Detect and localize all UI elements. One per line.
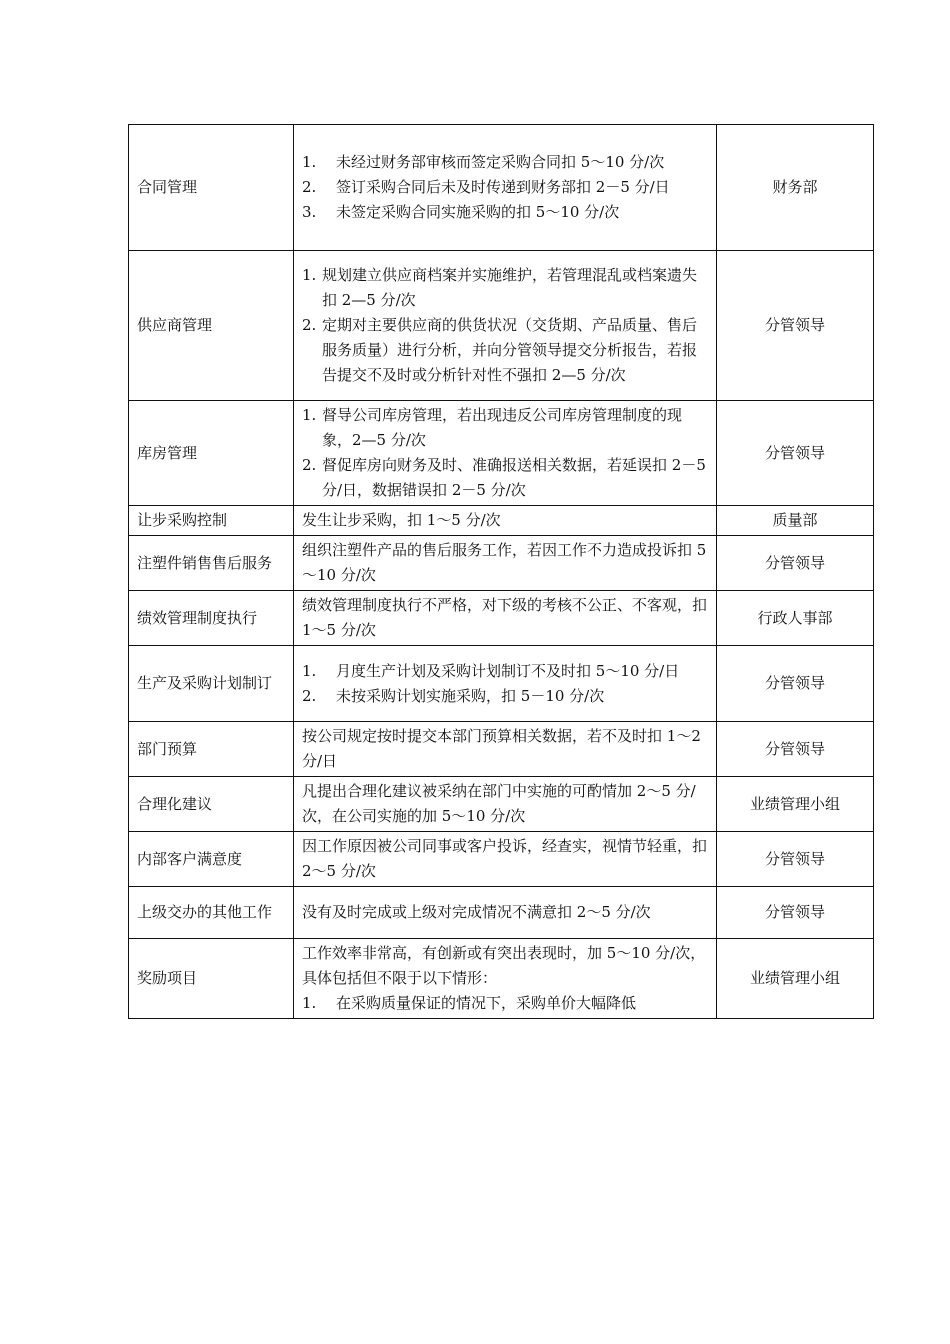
rule-text: 签订采购合同后未及时传递到财务部扣 2－5 分/日 [336, 178, 670, 196]
table-row [129, 125, 874, 251]
list-item [302, 453, 708, 503]
list-item [302, 200, 708, 225]
standard-cell [294, 401, 717, 506]
table-row [129, 401, 874, 506]
rule-number: 2. [302, 686, 317, 705]
list-item [302, 659, 708, 684]
table-row [129, 591, 874, 646]
table-row [129, 536, 874, 591]
item-cell: 绩效管理制度执行 [129, 591, 294, 646]
list-item [302, 150, 708, 175]
table-row [129, 251, 874, 401]
rule-text: 在采购质量保证的情况下，采购单价大幅降低 [336, 994, 637, 1012]
item-cell: 部门预算 [129, 722, 294, 777]
dept-cell: 分管领导 [717, 401, 874, 506]
table-row [129, 887, 874, 939]
list-item [302, 313, 708, 388]
list-item [302, 991, 708, 1016]
standard-cell: 凡提出合理化建议被采纳在部门中实施的可酌情加 2～5 分/次，在公司实施的加 5～10 分/次 [294, 777, 717, 832]
standard-cell [294, 646, 717, 722]
table-row [129, 939, 874, 1019]
item-cell: 奖励项目 [129, 939, 294, 1019]
rule-text: 未按采购计划实施采购，扣 5－10 分/次 [336, 686, 605, 705]
item-cell: 库房管理 [129, 401, 294, 506]
dept-cell: 业绩管理小组 [717, 939, 874, 1019]
table-row [129, 722, 874, 777]
dept-cell: 分管领导 [717, 832, 874, 887]
rule-text: 定期对主要供应商的供货状况（交货期、产品质量、售后服务质量）进行分析，并向分管领导提交分析报告，若报告提交不及时或分析针对性不强扣 2—5 分/次 [322, 316, 698, 384]
item-cell: 让步采购控制 [129, 506, 294, 536]
standard-cell [294, 939, 717, 1019]
rule-text: 督促库房向财务及时、准确报送相关数据，若延误扣 2－5 分/日，数据错误扣 2－5 分/次 [322, 456, 706, 499]
table-row [129, 506, 874, 536]
item-cell: 供应商管理 [129, 251, 294, 401]
rule-text: 未签定采购合同实施采购的扣 5～10 分/次 [336, 203, 620, 221]
rule-number: 3. [302, 203, 317, 221]
dept-cell: 质量部 [717, 506, 874, 536]
item-cell: 生产及采购计划制订 [129, 646, 294, 722]
dept-cell: 业绩管理小组 [717, 777, 874, 832]
dept-cell: 分管领导 [717, 251, 874, 401]
item-cell: 注塑件销售售后服务 [129, 536, 294, 591]
rule-text: 未经过财务部审核而签定采购合同扣 5～10 分/次 [336, 153, 665, 171]
standard-cell: 按公司规定按时提交本部门预算相关数据，若不及时扣 1～2 分/日 [294, 722, 717, 777]
standard-cell [294, 251, 717, 401]
rule-number: 2. [302, 178, 317, 196]
rule-text: 督导公司库房管理，若出现违反公司库房管理制度的现象，2—5 分/次 [322, 406, 683, 449]
rule-number: 1. [302, 661, 317, 680]
item-cell: 合同管理 [129, 125, 294, 251]
standard-cell: 因工作原因被公司同事或客户投诉，经查实，视情节轻重，扣 2～5 分/次 [294, 832, 717, 887]
rule-number: 1. [302, 994, 317, 1012]
list-item [302, 684, 708, 709]
list-item [302, 263, 708, 313]
rule-text: 规划建立供应商档案并实施维护，若管理混乱或档案遗失扣 2—5 分/次 [322, 266, 698, 309]
dept-cell: 分管领导 [717, 536, 874, 591]
dept-cell: 行政人事部 [717, 591, 874, 646]
standard-cell: 绩效管理制度执行不严格，对下级的考核不公正、不客观，扣 1～5 分/次 [294, 591, 717, 646]
standard-cell: 没有及时完成或上级对完成情况不满意扣 2～5 分/次 [294, 887, 717, 939]
standard-cell [294, 125, 717, 251]
standard-cell: 发生让步采购，扣 1～5 分/次 [294, 506, 717, 536]
table-row [129, 777, 874, 832]
table-row [129, 832, 874, 887]
rule-text: 月度生产计划及采购计划制订不及时扣 5～10 分/日 [336, 661, 680, 680]
rule-number: 2. [302, 456, 317, 474]
item-cell: 内部客户满意度 [129, 832, 294, 887]
dept-cell: 财务部 [717, 125, 874, 251]
standard-cell: 组织注塑件产品的售后服务工作，若因工作不力造成投诉扣 5～10 分/次 [294, 536, 717, 591]
dept-cell: 分管领导 [717, 646, 874, 722]
standard-intro: 工作效率非常高，有创新或有突出表现时，加 5～10 分/次，具体包括但不限于以下情形： [302, 944, 706, 987]
rule-number: 1. [302, 266, 317, 284]
assessment-table [128, 124, 874, 1019]
table-row [129, 646, 874, 722]
rule-number: 1. [302, 406, 317, 424]
item-cell: 上级交办的其他工作 [129, 887, 294, 939]
item-cell: 合理化建议 [129, 777, 294, 832]
rule-number: 2. [302, 316, 317, 334]
dept-cell: 分管领导 [717, 722, 874, 777]
rule-number: 1. [302, 153, 317, 171]
list-item [302, 175, 708, 200]
dept-cell: 分管领导 [717, 887, 874, 939]
list-item [302, 403, 708, 453]
